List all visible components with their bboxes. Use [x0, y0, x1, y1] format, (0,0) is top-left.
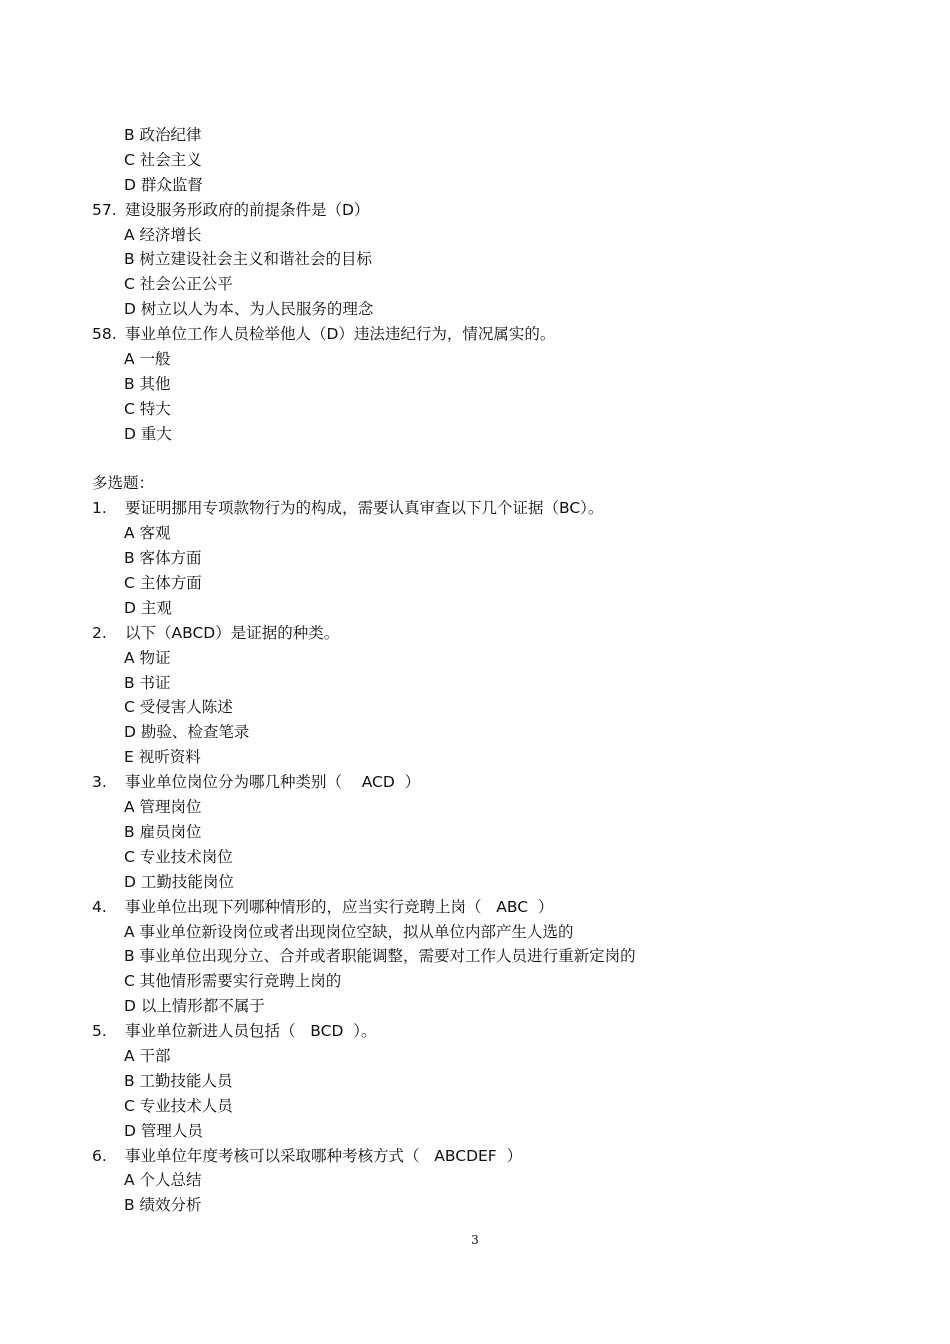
answer-option: B 书证	[124, 673, 171, 692]
answer-option: C 专业技术人员	[124, 1096, 233, 1115]
answer-option: A 经济增长	[124, 225, 202, 244]
question-number: 2.	[92, 623, 107, 642]
question-number: 57.	[92, 200, 117, 219]
question-number: 58.	[92, 325, 117, 344]
answer-option: B 其他	[124, 374, 171, 393]
question-text: 事业单位岗位分为哪几种类别（ ACD ）	[125, 773, 421, 792]
answer-option: E 视听资料	[124, 748, 201, 767]
answer-option: C 特大	[124, 399, 171, 418]
question-number: 6.	[92, 1146, 107, 1165]
answer-option: B 工勤技能人员	[124, 1071, 233, 1090]
answer-option: A 管理岗位	[124, 798, 202, 817]
answer-option: D 工勤技能岗位	[124, 872, 234, 891]
answer-option: D 主观	[124, 598, 172, 617]
question	[0, 621, 950, 646]
question-number: 3.	[92, 773, 107, 792]
answer-option: B 树立建设社会主义和谐社会的目标	[124, 250, 373, 269]
answer-option: B 事业单位出现分立、合并或者职能调整，需要对工作人员进行重新定岗的	[124, 947, 636, 966]
question-text: 事业单位工作人员检举他人（D）违法违纪行为，情况属实的。	[125, 325, 556, 344]
document-body	[0, 123, 950, 1218]
question-number: 5.	[92, 1022, 107, 1041]
answer-option: A 客观	[124, 524, 171, 543]
question	[0, 895, 950, 920]
question-text: 事业单位新进人员包括（ BCD ）。	[125, 1022, 377, 1041]
answer-option: A 物证	[124, 648, 171, 667]
question	[0, 1019, 950, 1044]
answer-option: A 事业单位新设岗位或者出现岗位空缺，拟从单位内部产生人选的	[124, 922, 574, 941]
question	[0, 770, 950, 795]
section-heading: 多选题：	[92, 474, 155, 493]
answer-option: B 政治纪律	[124, 126, 202, 144]
answer-option: B 绩效分析	[124, 1196, 202, 1215]
answer-option: D 勘验、检查笔录	[124, 723, 250, 742]
answer-option: C 其他情形需要实行竞聘上岗的	[124, 972, 342, 991]
answer-option: A 个人总结	[124, 1171, 202, 1190]
answer-option: A 一般	[124, 350, 171, 369]
question-number: 4.	[92, 897, 107, 916]
answer-option: C 社会主义	[124, 150, 202, 169]
answer-option: B 雇员岗位	[124, 822, 202, 841]
answer-option: B 客体方面	[124, 549, 202, 568]
question-text: 事业单位年度考核可以采取哪种考核方式（ ABCDEF ）	[125, 1146, 523, 1165]
question	[0, 1144, 950, 1169]
blank-line	[0, 447, 950, 472]
question-text: 以下（ABCD）是证据的种类。	[125, 623, 340, 642]
question-number: 1.	[92, 499, 107, 518]
question	[0, 322, 950, 347]
answer-option: D 以上情形都不属于	[124, 997, 265, 1016]
answer-option: C 主体方面	[124, 574, 202, 593]
question	[0, 198, 950, 223]
answer-option: D 群众监督	[124, 175, 203, 194]
question-text: 要证明挪用专项款物行为的构成，需要认真审查以下几个证据（BC）。	[125, 499, 604, 518]
page-number: 3	[471, 1233, 479, 1247]
answer-option: C 社会公正公平	[124, 275, 233, 294]
question	[0, 496, 950, 521]
answer-option: C 受侵害人陈述	[124, 698, 233, 717]
answer-option: D 重大	[124, 424, 172, 443]
answer-option: A 干部	[124, 1046, 171, 1065]
answer-option: C 专业技术岗位	[124, 847, 233, 866]
answer-option: D 管理人员	[124, 1121, 203, 1140]
answer-option: D 树立以人为本、为人民服务的理念	[124, 300, 374, 319]
question-text: 建设服务形政府的前提条件是（D）	[125, 200, 370, 219]
question-text: 事业单位出现下列哪种情形的，应当实行竞聘上岗（ ABC ）	[125, 897, 554, 916]
